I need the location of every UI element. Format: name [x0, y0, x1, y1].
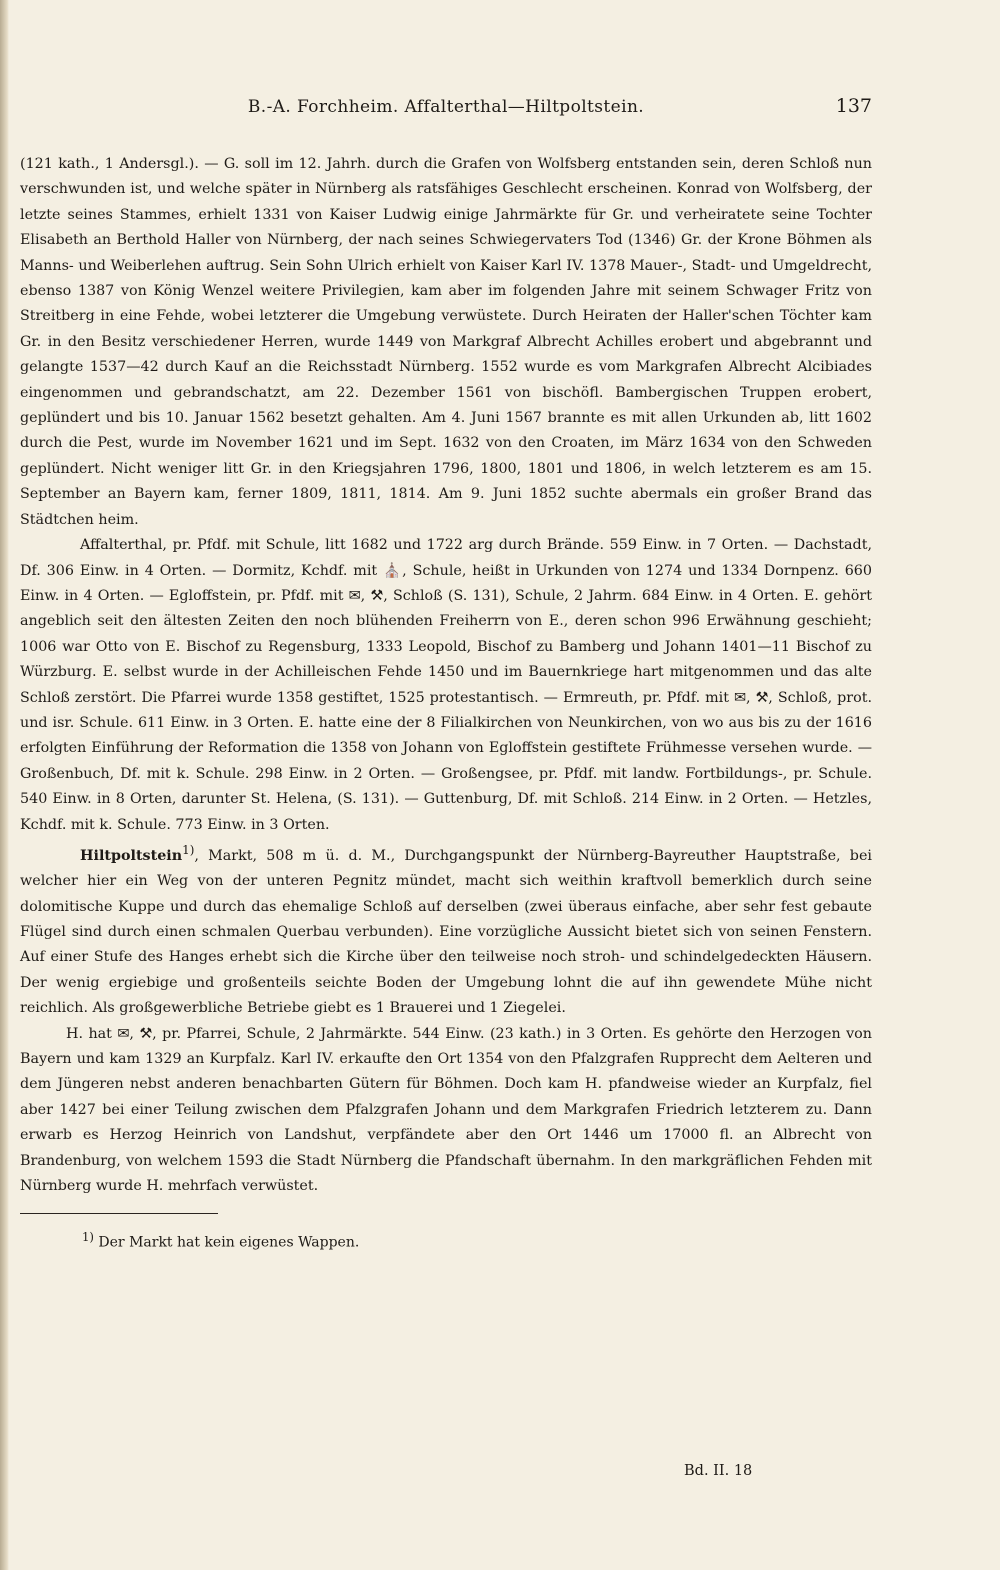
footnote-divider: [20, 1213, 218, 1214]
running-head: B.-A. Forchheim. Affalterthal—Hiltpoltstein.: [247, 97, 645, 117]
footnote: [20, 1230, 872, 1251]
page-header: [20, 93, 872, 127]
footnote-marker: 1): [82, 1230, 94, 1245]
paragraph-affalterthal: Affalterthal, pr. Pfdf. mit Schule, litt 1682 und 1722 arg durch Brände. 559 Einw. in 7 Orten. — Dachstadt, Df. 306 Einw. in 4 Orten. — Dormitz, Kchdf. mit ⛪, Schule, heißt in Urkunden von 1274 und 1334 Dornpenz. 660 Einw. in 4 Orten. — Egloffstein, pr. Pfdf. mit ✉, ⚒, Schloß (S. 131), Schule, 2 Jahrm. 684 Einw. in 4 Orten. E. gehört angeblich seit den ältesten Zeiten den noch blühenden Freiherrn von E., deren schon 996 Erwähnung geschieht; 1006 war Otto von E. Bischof zu Regensburg, 1333 Leopold, Bischof zu Bamberg und Johann 1401—11 Bischof zu Würzburg. E. selbst wurde in der Achilleischen Fehde 1450 und im Bauernkriege hart mitgenommen und das alte Schloß zerstört. Die Pfarrei wurde 1358 gestiftet, 1525 protestantisch. — Ermreuth, pr. Pfdf. mit ✉, ⚒, Schloß, prot. und isr. Schule. 611 Einw. in 3 Orten. E. hatte eine der 8 Filialkirchen von Neunkirchen, von wo aus bis zu der 1616 erfolgten Einführung der Reformation die 1358 von Johann von Egloffstein gestiftete Frühmesse versehen wurde. — Großenbuch, Df. mit k. Schule. 298 Einw. in 2 Orten. — Großengsee, pr. Pfdf. mit landw. Fortbildungs-, pr. Schule. 540 Einw. in 8 Orten, darunter St. Helena, (S. 131). — Guttenburg, Df. mit Schloß. 214 Einw. in 2 Orten. — Hetzles, Kchdf. mit k. Schule. 773 Einw. in 3 Orten.: [20, 537, 872, 833]
entry-headword: Hiltpoltstein: [80, 847, 183, 864]
paragraph-history-hiltpoltstein: H. hat ✉, ⚒, pr. Pfarrei, Schule, 2 Jahrmärkte. 544 Einw. (23 kath.) in 3 Orten. Es gehörte den Herzogen von Bayern und kam 1329 an Kurpfalz. Karl IV. erkaufte den Ort 1354 von den Pfalzgrafen Rupprecht dem Aelteren und dem Jüngeren nebst anderen benachbarten Gütern für Böhmen. Doch kam H. pfandweise wieder an Kurpfalz, fiel aber 1427 bei einer Teilung zwischen dem Pfalzgrafen Johann und dem Markgrafen Friedrich letzterem zu. Dann erwarb es Herzog Heinrich von Landshut, verpfändete aber den Ort 1446 um 17000 fl. an Albrecht von Brandenburg, von welchem 1593 die Stadt Nürnberg die Pfandschaft übernahm. In den markgräflichen Fehden mit Nürnberg wurde H. mehrfach verwüstet.: [20, 1025, 872, 1195]
page-number: 137: [835, 95, 872, 117]
page: [20, 93, 872, 1251]
paragraph-text: , Markt, 508 m ü. d. M., Durchgangspunkt der Nürnberg-Bayreuther Hauptstraße, bei welcher hier ein Weg von der unteren Pegnitz mündet, macht sich weithin kraftvoll bemerklich durch seine dolomitische Kuppe und durch das ehemalige Schloß auf derselben (zwei überaus einfache, aber sehr fest gebaute Flügel sind durch einen schmalen Querbau verbunden). Eine vorzügliche Aussicht bietet sich von seinen Fenstern. Auf einer Stufe des Hanges erhebt sich die Kirche über den teilweise noch stroh- und schindelgedeckten Häusern. Der wenig ergiebige und großenteils seichte Boden der Umgebung lohnt die auf ihn gewendete Mühe nicht reichlich. Als großgewerbliche Betriebe giebt es 1 Brauerei und 1 Ziegelei.: [20, 847, 872, 1017]
footnote-reference: 1): [182, 842, 195, 857]
body-text: [20, 152, 872, 1199]
signature-mark: Bd. II. 18: [684, 1463, 753, 1479]
paragraph-history-graefenberg: (121 kath., 1 Andersgl.). — G. soll im 12. Jahrh. durch die Grafen von Wolfsberg entstanden sein, deren Schloß nun verschwunden ist, und welche später in Nürnberg als ratsfähiges Geschlecht erscheinen. Konrad von Wolfsberg, der letzte seines Stammes, erhielt 1331 von Kaiser Ludwig einige Jahrmärkte für Gr. und verheiratete seine Tochter Elisabeth an Berthold Haller von Nürnberg, der nach seines Schwiegervaters Tod (1346) Gr. der Krone Böhmen als Manns- und Weiberlehen auftrug. Sein Sohn Ulrich erhielt von Kaiser Karl IV. 1378 Mauer-, Stadt- und Umgeldrecht, ebenso 1387 von König Wenzel weitere Privilegien, kam aber im folgenden Jahre mit seinem Schwager Fritz von Streitberg in eine Fehde, wobei letzterer die Umgebung verwüstete. Durch Heiraten der Haller'schen Töchter kam Gr. in den Besitz verschiedener Herren, wurde 1449 von Markgraf Albrecht Achilles erobert und abgebrannt und gelangte 1537—42 durch Kauf an die Reichsstadt Nürnberg. 1552 wurde es vom Markgrafen Albrecht Alcibiades eingenommen und gebrandschatzt, am 22. Dezember 1561 von bischöfl. Bambergischen Truppen erobert, geplündert und bis 10. Januar 1562 besetzt gehalten. Am 4. Juni 1567 brannte es mit allen Urkunden ab, litt 1602 durch die Pest, wurde im November 1621 und im Sept. 1632 von den Croaten, im März 1634 von den Schweden geplündert. Nicht weniger litt Gr. in den Kriegsjahren 1796, 1800, 1801 und 1806, in welch letzterem es am 15. September an Bayern kam, ferner 1809, 1811, 1814. Am 9. Juni 1852 suchte abermals ein großer Brand das Städtchen heim.: [20, 156, 872, 528]
footnote-text: Der Markt hat kein eigenes Wappen.: [98, 1235, 360, 1252]
binding-edge: [0, 0, 9, 1570]
paragraph-hiltpoltstein: [20, 838, 872, 1022]
